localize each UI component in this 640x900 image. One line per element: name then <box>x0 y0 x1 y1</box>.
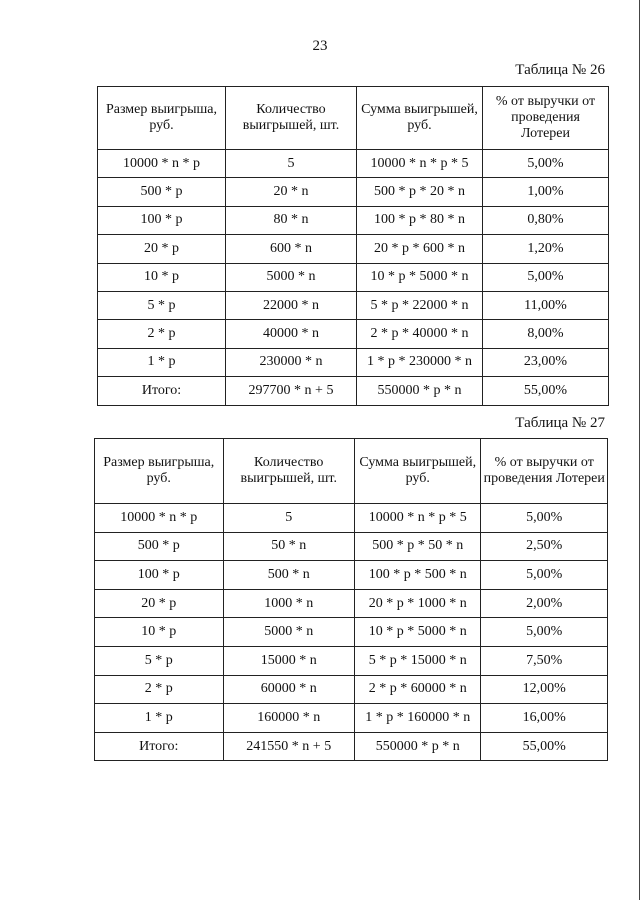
cell-revenue-percent: 5,00% <box>483 263 609 291</box>
cell-prize-sum: 20 * p * 600 * n <box>357 235 483 263</box>
cell-prize-size: Итого: <box>98 377 226 405</box>
cell-prize-count: 241550 * n + 5 <box>223 732 355 761</box>
cell-prize-count: 22000 * n <box>226 291 357 319</box>
cell-prize-size: 10000 * n * p <box>98 150 226 178</box>
table-row <box>95 504 608 533</box>
cell-prize-count: 15000 * n <box>223 646 355 675</box>
cell-prize-size: 500 * p <box>98 178 226 206</box>
cell-prize-count: 40000 * n <box>226 320 357 348</box>
cell-prize-sum: 10 * p * 5000 * n <box>355 618 481 647</box>
column-header-prize-size: Размер выигрыша, руб. <box>95 439 224 504</box>
cell-prize-count: 20 * n <box>226 178 357 206</box>
cell-prize-count: 1000 * n <box>223 589 355 618</box>
page-number: 23 <box>312 38 328 54</box>
cell-revenue-percent: 55,00% <box>483 377 609 405</box>
cell-prize-size: 100 * p <box>98 206 226 234</box>
cell-revenue-percent: 7,50% <box>481 646 608 675</box>
prize-table-26 <box>97 86 609 406</box>
cell-revenue-percent: 5,00% <box>481 561 608 590</box>
cell-prize-count: 60000 * n <box>223 675 355 704</box>
column-header-prize-size: Размер выигрыша, руб. <box>98 87 226 150</box>
cell-prize-count: 500 * n <box>223 561 355 590</box>
cell-revenue-percent: 11,00% <box>483 291 609 319</box>
column-header-prize-count: Количество выигрышей, шт. <box>226 87 357 150</box>
table-row <box>98 150 609 178</box>
table-row <box>98 235 609 263</box>
column-header-revenue-percent: % от выручки от проведения Лотереи <box>481 439 608 504</box>
table-header-row <box>95 439 608 504</box>
cell-revenue-percent: 12,00% <box>481 675 608 704</box>
cell-prize-size: 100 * p <box>95 561 224 590</box>
table-26-caption: Таблица № 26 <box>515 62 605 78</box>
cell-prize-count: 5000 * n <box>226 263 357 291</box>
table-header-row <box>98 87 609 150</box>
cell-prize-sum: 100 * p * 500 * n <box>355 561 481 590</box>
cell-prize-count: 5000 * n <box>223 618 355 647</box>
cell-revenue-percent: 5,00% <box>481 618 608 647</box>
cell-prize-size: 500 * p <box>95 532 224 561</box>
cell-prize-sum: 20 * p * 1000 * n <box>355 589 481 618</box>
table-total-row <box>98 377 609 405</box>
table-row <box>98 348 609 376</box>
cell-prize-count: 600 * n <box>226 235 357 263</box>
cell-prize-sum: 1 * p * 160000 * n <box>355 704 481 733</box>
cell-revenue-percent: 8,00% <box>483 320 609 348</box>
cell-prize-count: 297700 * n + 5 <box>226 377 357 405</box>
table-row <box>95 704 608 733</box>
table-row <box>98 320 609 348</box>
cell-revenue-percent: 1,20% <box>483 235 609 263</box>
cell-prize-count: 160000 * n <box>223 704 355 733</box>
column-header-revenue-percent: % от выручки от проведения Лотереи <box>483 87 609 150</box>
table-27-caption: Таблица № 27 <box>515 415 605 431</box>
table-row <box>95 532 608 561</box>
table-row <box>95 589 608 618</box>
cell-prize-sum: 10 * p * 5000 * n <box>357 263 483 291</box>
cell-prize-size: 5 * p <box>95 646 224 675</box>
table-row <box>95 646 608 675</box>
cell-prize-size: 10 * p <box>95 618 224 647</box>
cell-prize-count: 50 * n <box>223 532 355 561</box>
cell-prize-count: 5 <box>226 150 357 178</box>
cell-prize-size: 5 * p <box>98 291 226 319</box>
cell-revenue-percent: 2,00% <box>481 589 608 618</box>
table-row <box>95 618 608 647</box>
cell-prize-size: 20 * p <box>95 589 224 618</box>
cell-prize-sum: 2 * p * 40000 * n <box>357 320 483 348</box>
cell-revenue-percent: 1,00% <box>483 178 609 206</box>
cell-prize-size: 2 * p <box>95 675 224 704</box>
cell-revenue-percent: 55,00% <box>481 732 608 761</box>
table-total-row <box>95 732 608 761</box>
cell-prize-sum: 500 * p * 20 * n <box>357 178 483 206</box>
cell-prize-sum: 1 * p * 230000 * n <box>357 348 483 376</box>
cell-prize-sum: 10000 * n * p * 5 <box>357 150 483 178</box>
table-row <box>98 178 609 206</box>
column-header-prize-sum: Сумма выигрышей, руб. <box>357 87 483 150</box>
cell-prize-count: 5 <box>223 504 355 533</box>
cell-prize-count: 230000 * n <box>226 348 357 376</box>
cell-prize-count: 80 * n <box>226 206 357 234</box>
table-row <box>95 675 608 704</box>
column-header-prize-count: Количество выигрышей, шт. <box>223 439 355 504</box>
cell-prize-size: 10 * p <box>98 263 226 291</box>
table-row <box>98 206 609 234</box>
cell-prize-sum: 5 * p * 15000 * n <box>355 646 481 675</box>
cell-prize-size: 1 * p <box>95 704 224 733</box>
cell-revenue-percent: 23,00% <box>483 348 609 376</box>
table-row <box>98 263 609 291</box>
cell-revenue-percent: 5,00% <box>483 150 609 178</box>
cell-prize-size: 20 * p <box>98 235 226 263</box>
cell-prize-sum: 500 * p * 50 * n <box>355 532 481 561</box>
cell-prize-sum: 5 * p * 22000 * n <box>357 291 483 319</box>
column-header-prize-sum: Сумма выигрышей, руб. <box>355 439 481 504</box>
cell-prize-sum: 550000 * p * n <box>355 732 481 761</box>
cell-revenue-percent: 2,50% <box>481 532 608 561</box>
cell-prize-size: Итого: <box>95 732 224 761</box>
cell-prize-sum: 2 * p * 60000 * n <box>355 675 481 704</box>
cell-prize-size: 10000 * n * p <box>95 504 224 533</box>
cell-revenue-percent: 16,00% <box>481 704 608 733</box>
table-row <box>95 561 608 590</box>
cell-prize-sum: 10000 * n * p * 5 <box>355 504 481 533</box>
cell-prize-sum: 550000 * p * n <box>357 377 483 405</box>
cell-prize-size: 2 * p <box>98 320 226 348</box>
table-row <box>98 291 609 319</box>
prize-table-27 <box>94 438 608 761</box>
cell-revenue-percent: 5,00% <box>481 504 608 533</box>
cell-revenue-percent: 0,80% <box>483 206 609 234</box>
cell-prize-sum: 100 * p * 80 * n <box>357 206 483 234</box>
cell-prize-size: 1 * p <box>98 348 226 376</box>
